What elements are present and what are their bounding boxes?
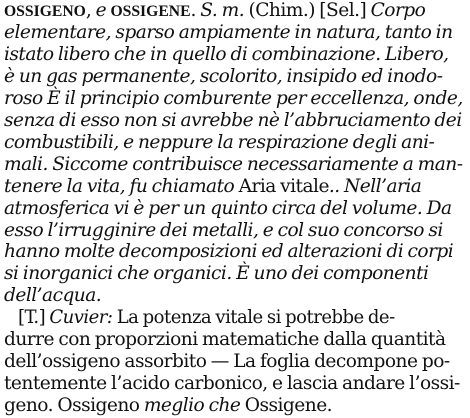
- text-run: tenere la vita, fu chiamato: [4, 175, 239, 197]
- text-run: (Chim.) [Sel.]: [244, 0, 371, 21]
- entry-line: [4, 393, 464, 418]
- text-run: tentemente l’acido carbonico, e lascia andare l’ossi-: [4, 372, 460, 394]
- text-run: senza di esso non si avrebbe nè l’abbruciamento dei: [4, 109, 462, 131]
- text-run: meglio che: [143, 394, 241, 416]
- text-run: hanno molte decomposizioni ed alterazioni di corpi: [4, 240, 454, 262]
- headword: OSSIGENO: [4, 3, 86, 20]
- text-run: e: [95, 0, 107, 21]
- text-run: ,: [85, 0, 96, 21]
- text-run: istato libero che in quello di combinazione. Libero,: [4, 43, 449, 65]
- text-run: durre con proporzioni matematiche dalla quantità: [4, 328, 446, 350]
- headword: OSSIGENE: [110, 3, 191, 20]
- text-run: .: [190, 0, 201, 21]
- text-run: Corpo: [370, 0, 426, 21]
- text-run: .. Nell’aria: [328, 175, 422, 197]
- text-run: dell’acqua.: [4, 284, 102, 306]
- text-run: mali. Siccome contribuisce necessariamente a man-: [4, 153, 463, 175]
- text-run: elementare, sparso ampiamente in natura, tanto in: [4, 21, 453, 43]
- text-run: Aria vitale: [238, 175, 329, 197]
- text-run: La potenza vitale si potrebbe de-: [112, 306, 395, 328]
- text-run: Ossigene.: [240, 394, 333, 416]
- text-run: atmosferica vi è per un quinto circa del volume. Da: [4, 197, 452, 219]
- text-run: Cuvier:: [49, 306, 113, 328]
- text-run: dell’ossigeno assorbito — La foglia decompone po-: [4, 350, 450, 372]
- text-run: [T.]: [18, 306, 50, 328]
- text-run: geno. Ossigeno: [4, 394, 144, 416]
- text-run: si inorganici che organici. È uno dei componenti: [4, 262, 429, 284]
- text-run: è un gas permanente, scolorito, insipido ed inodo-: [4, 65, 443, 87]
- text-run: S. m.: [200, 0, 245, 21]
- text-run: roso È il principio comburente per eccellenza, onde,: [4, 87, 463, 109]
- text-run: combustibili, e neppure la respirazione degli ani-: [4, 131, 435, 153]
- text-run: esso l’irrugginire dei metalli, e col suo concorso si: [4, 219, 443, 241]
